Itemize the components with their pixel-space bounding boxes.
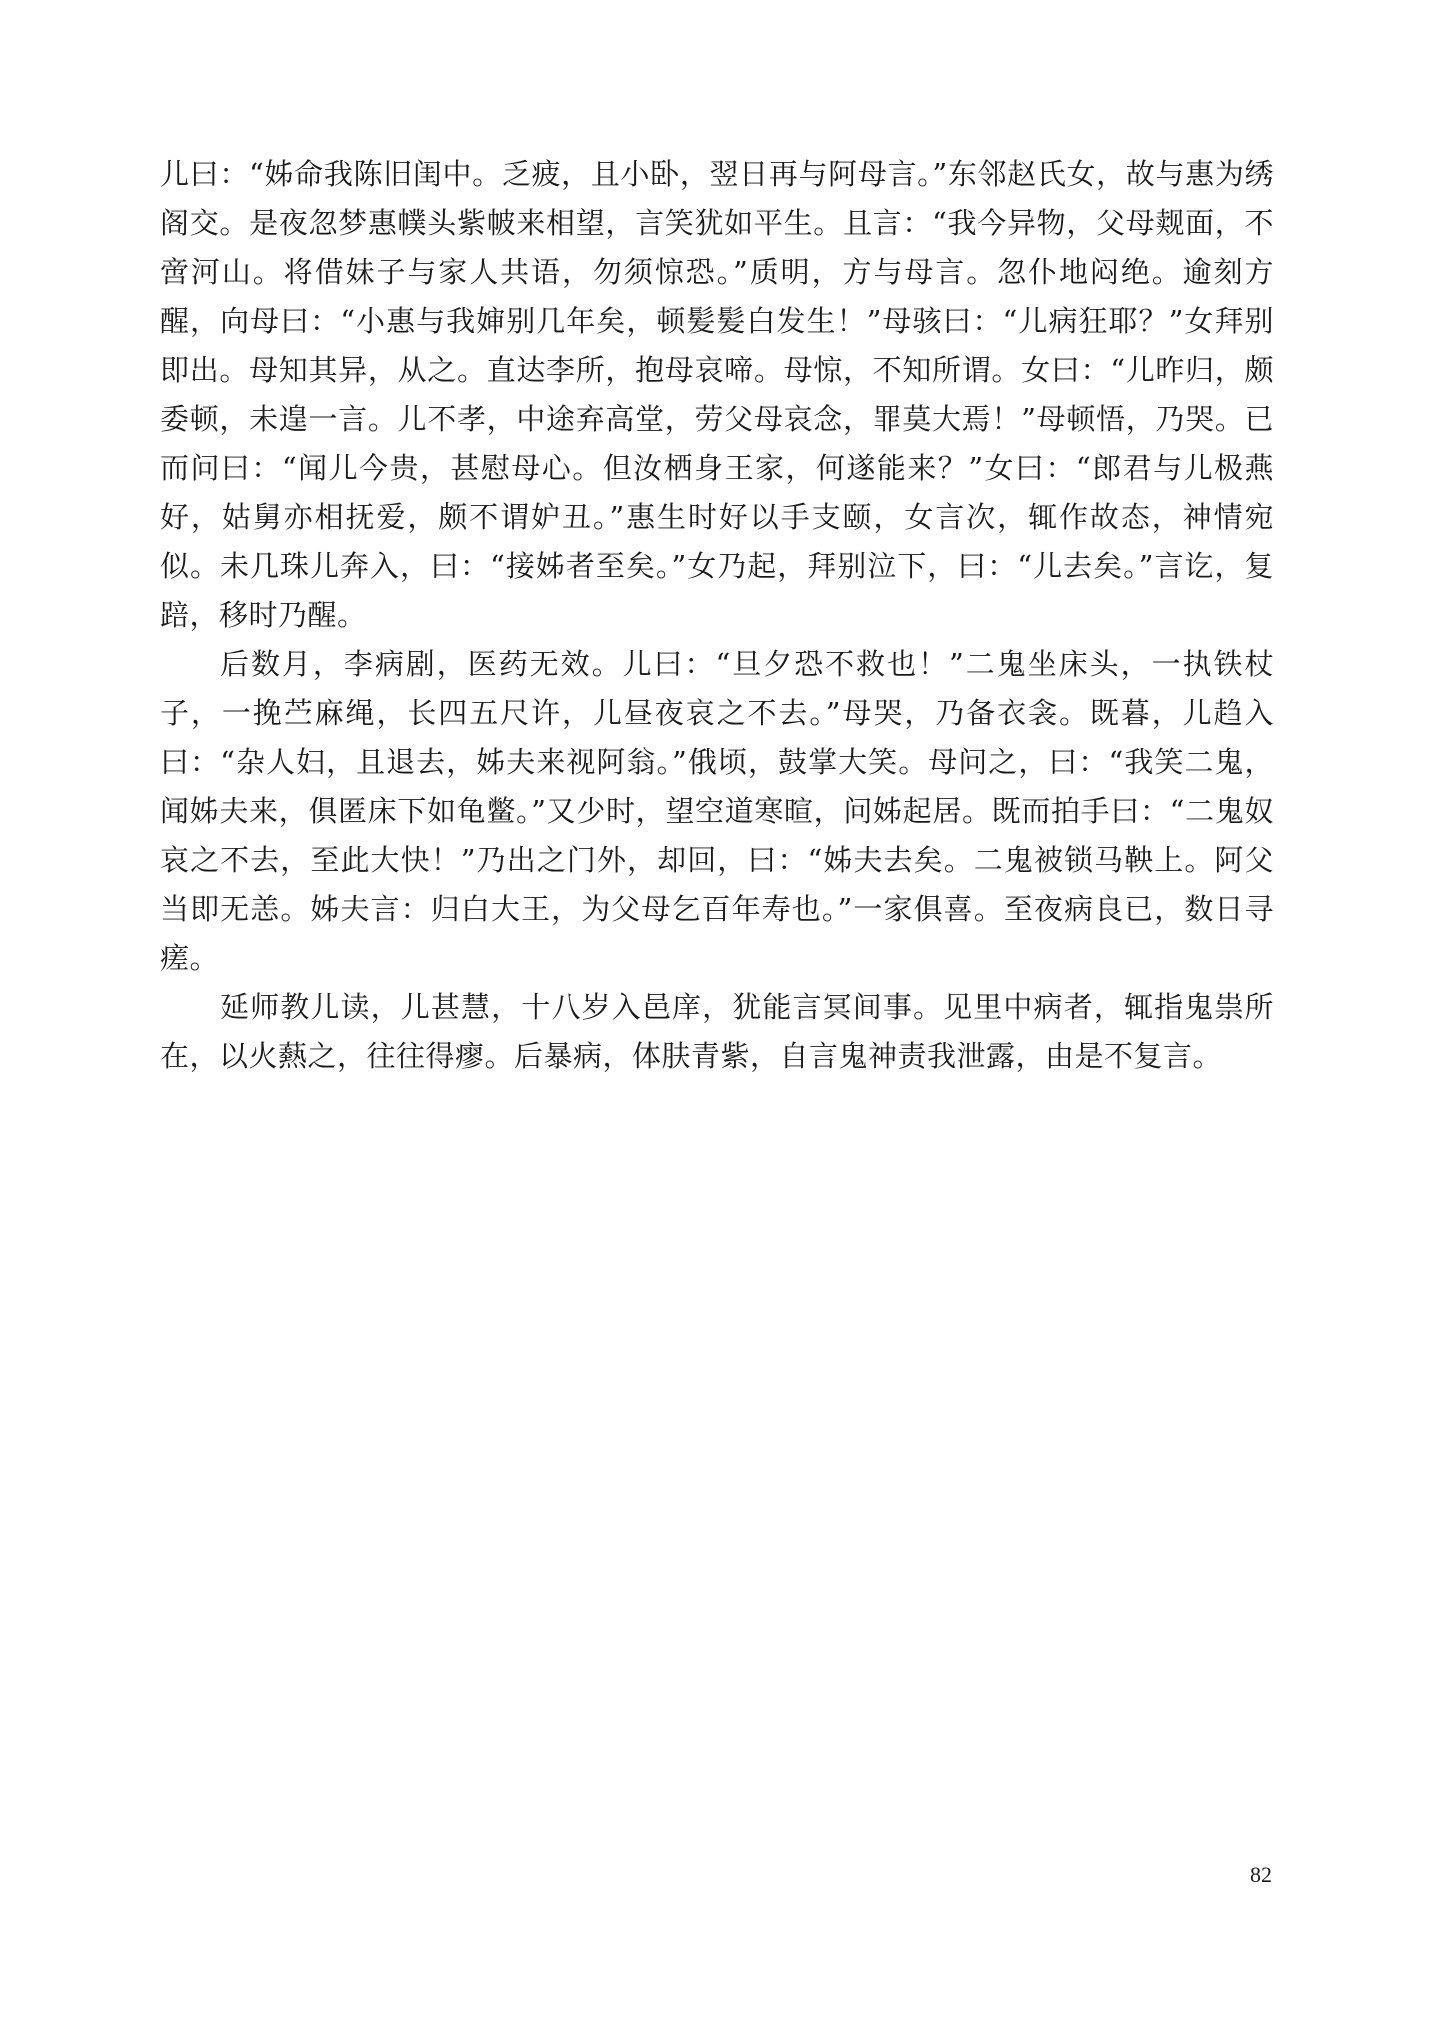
paragraph-3: 延师教儿读，儿甚慧，十八岁入邑庠，犹能言冥间事。见里中病者，辄指鬼祟所在，以火爇之，往往得瘳。后暴病，体肤青紫，自言鬼神责我泄露，由是不复言。 bbox=[160, 990, 1274, 1073]
paragraph-1: 儿曰：“姊命我陈旧闺中。乏疲，且小卧，翌日再与阿母言。”东邻赵氏女，故与惠为绣阁交。是夜忽梦惠幞头紫帔来相望，言笑犹如平生。且言：“我今异物，父母觌面，不啻河山。将借妹子与家人共语，勿须惊恐。”质明，方与母言。忽仆地闷绝。逾刻方醒，向母曰：“小惠与我婶别几年矣，顿髪髪白发生！”母骇曰：“儿病狂耶？”女拜别即出。母知其异，从之。直达李所，抱母哀啼。母惊，不知所谓。女曰：“儿昨归，颇委顿，未遑一言。儿不孝，中途弃高堂，劳父母哀念，罪莫大焉！”母顿悟，乃哭。已而问曰：“闻儿今贵，甚慰母心。但汝栖身王家，何遂能来？”女曰：“郎君与儿极燕好，姑舅亦相抚爱，颇不谓妒丑。”惠生时好以手支颐，女言次，辄作故态，神情宛似。未几珠儿奔入，曰：“接姊者至矣。”女乃起，拜别泣下，曰：“儿去矣。”言讫，复踣，移时乃醒。 bbox=[160, 157, 1274, 632]
paragraph-2: 后数月，李病剧，医药无效。儿曰：“旦夕恐不救也！”二鬼坐床头，一执铁杖子，一挽苎麻绳，长四五尺许，儿昼夜哀之不去。”母哭，乃备衣衾。既暮，儿趋入曰：“杂人妇，且退去，姊夫来视阿翁。”俄顷，鼓掌大笑。母问之，曰：“我笑二鬼，闻姊夫来，俱匿床下如龟鳖。”又少时，望空道寒暄，问姊起居。既而拍手曰：“二鬼奴哀之不去，至此大快！”乃出之门外，却回，曰：“姊夫去矣。二鬼被锁马鞅上。阿父当即无恙。姊夫言：归白大王，为父母乞百年寿也。”一家俱喜。至夜病良已，数日寻瘥。 bbox=[160, 647, 1274, 975]
page-number: 82 bbox=[1250, 1862, 1272, 1887]
document-body bbox=[160, 150, 1274, 1081]
